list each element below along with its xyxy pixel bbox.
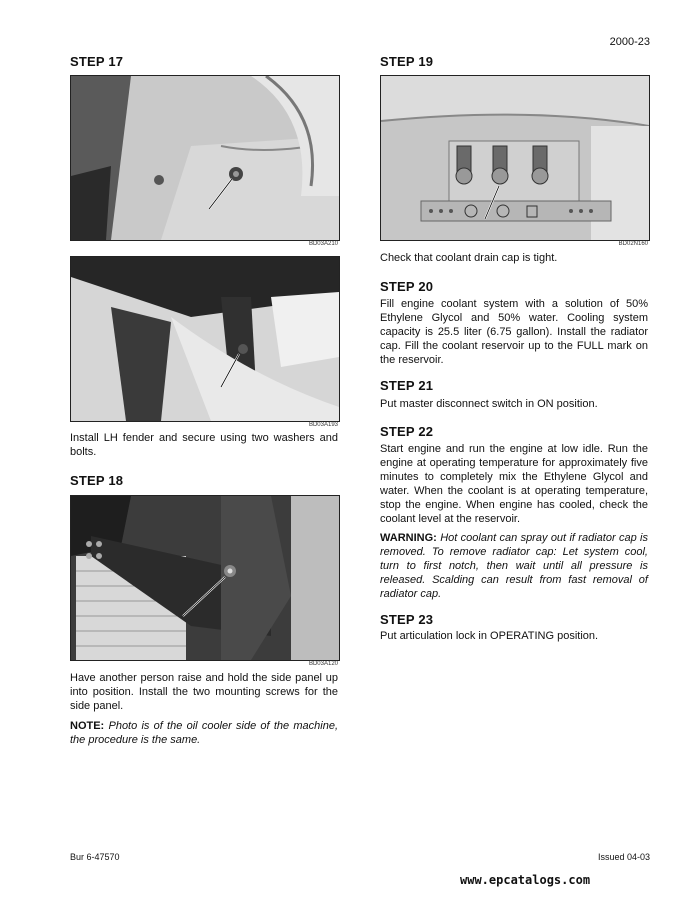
page-number: 2000-23 bbox=[609, 36, 650, 48]
step-18-photo-side-panel bbox=[70, 495, 340, 661]
step-23-heading: STEP 23 bbox=[380, 612, 434, 627]
warning-label: WARNING: bbox=[380, 532, 437, 544]
step-18-heading: STEP 18 bbox=[70, 473, 124, 488]
step-20-heading: STEP 20 bbox=[380, 279, 434, 294]
figure-id: BD03A120 bbox=[308, 661, 338, 667]
step-19-instruction: Check that coolant drain cap is tight. bbox=[380, 252, 558, 264]
note-text: Photo is of the oil cooler side of the machine, the procedure is the same. bbox=[70, 720, 339, 746]
step-18-instruction: Have another person raise and hold the side panel up into position. Install the two mounting screws for the side panel. bbox=[70, 672, 338, 712]
step-20-instruction: Fill engine coolant system with a solution of 50% Ethylene Glycol and 50% water. Cooling system capacity is 25.5 liter (6.75 gallon). Install the radiator cap. Fill the coolant reservoir up to the FULL mark on the reservoir. bbox=[380, 298, 648, 366]
figure-id: BD02N160 bbox=[618, 241, 648, 247]
step-19-heading: STEP 19 bbox=[380, 54, 434, 69]
step-17-heading: STEP 17 bbox=[70, 54, 124, 69]
note-label: NOTE: bbox=[70, 720, 105, 732]
step-21-instruction: Put master disconnect switch in ON position. bbox=[380, 398, 598, 410]
step-17-photo-fender-side bbox=[70, 256, 340, 422]
step-22-heading: STEP 22 bbox=[380, 424, 434, 439]
step-22-warning bbox=[380, 531, 648, 601]
step-19-photo-drain-cap bbox=[380, 75, 650, 241]
step-22-instruction: Start engine and run the engine at low idle. Run the engine at operating temperature for approximately five minutes to completely mix the Ethylene Glycol and water. When the coolant is at operating temperature, stop the engine. When engine has cooled, check the coolant level at the reservoir. bbox=[380, 443, 648, 525]
step-23-instruction: Put articulation lock in OPERATING position. bbox=[380, 630, 599, 642]
step-17-photo-fender-bolt bbox=[70, 75, 340, 241]
watermark-url: www.epcatalogs.com bbox=[460, 873, 591, 887]
step-17-instruction: Install LH fender and secure using two washers and bolts. bbox=[70, 432, 338, 458]
warning-text: Hot coolant can spray out if radiator cap is removed. To remove radiator cap: Let system cool, turn to first notch, then wait until all pressure is released. Scalding can result from fast removal of radiator cap. bbox=[380, 532, 648, 600]
step-18-note bbox=[70, 719, 338, 747]
step-21-heading: STEP 21 bbox=[380, 378, 434, 393]
figure-id: BD03A193 bbox=[308, 422, 338, 428]
document-number: Bur 6-47570 bbox=[70, 852, 120, 862]
issue-date: Issued 04-03 bbox=[597, 852, 650, 862]
figure-id: BD03A210 bbox=[308, 241, 338, 247]
